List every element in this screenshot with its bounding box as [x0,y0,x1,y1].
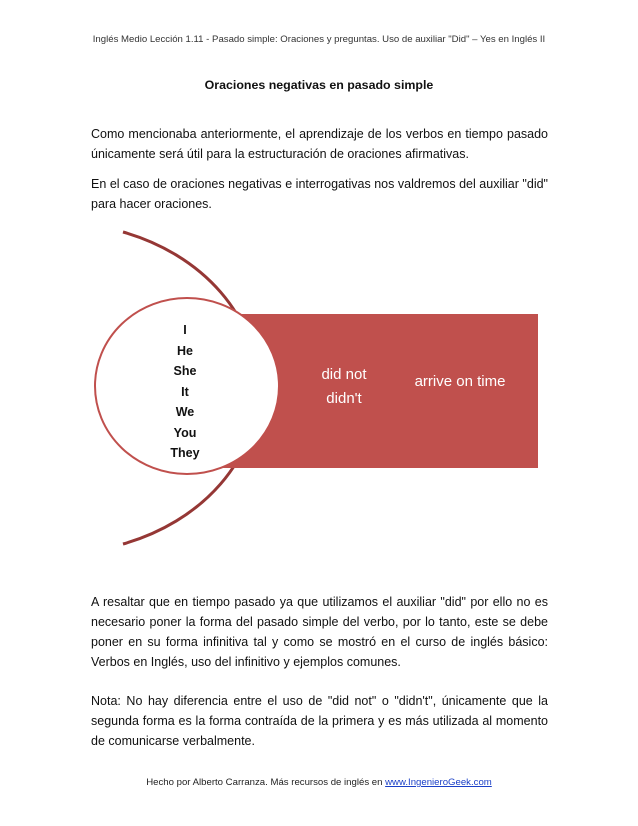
section-title: Oraciones negativas en pasado simple [204,78,434,92]
pronoun-list [160,320,210,464]
paragraph-auxiliary: En el caso de oraciones negativas e interrogativas nos valdremos del auxiliar "did" para hacer oraciones. [91,177,548,211]
paragraph-infinitive: A resaltar que en tiempo pasado ya que utilizamos el auxiliar "did" por ello no es necesario poner la forma del pasado simple del verbo, por lo tanto, este se debe poner en su forma infinitiva tal y como se mostró en el curso de inglés básico: Verbos en Inglés, uso del infinitivo y ejemplos comunes. [91,595,548,669]
pronoun-they: They [170,446,200,460]
page-footer [0,777,638,788]
pronoun-it: It [181,384,189,399]
negative-forms [312,363,376,411]
page-header: Inglés Medio Lección 1.11 - Pasado simple: Oraciones y preguntas. Uso de auxiliar "Did" – Yes en Inglés II [92,34,546,45]
negative-contracted: didn't [326,390,362,407]
pronoun-we: We [175,405,195,419]
footer-link[interactable]: www.IngenieroGeek.com [385,777,492,788]
pronoun-he: He [177,343,193,358]
footer-text: Hecho por Alberto Carranza. Más recursos de inglés en [146,777,386,788]
negative-full: did not [321,366,367,383]
paragraph-intro: Como mencionaba anteriormente, el aprendizaje de los verbos en tiempo pasado únicamente será útil para la estructuración de oraciones afirmativas. [91,127,548,161]
pronoun-she: She [173,364,197,378]
paragraph-note: Nota: No hay diferencia entre el uso de "did not" o "didn't", únicamente que la segunda forma es la forma contraída de la primera y es más utilizada al momento de comunicarse verbalmente. [91,694,548,748]
verb-phrase: arrive on time [414,373,506,390]
pronoun-you: You [173,425,197,440]
pronoun-i: I [183,323,187,337]
negative-sentence-diagram [90,228,550,558]
